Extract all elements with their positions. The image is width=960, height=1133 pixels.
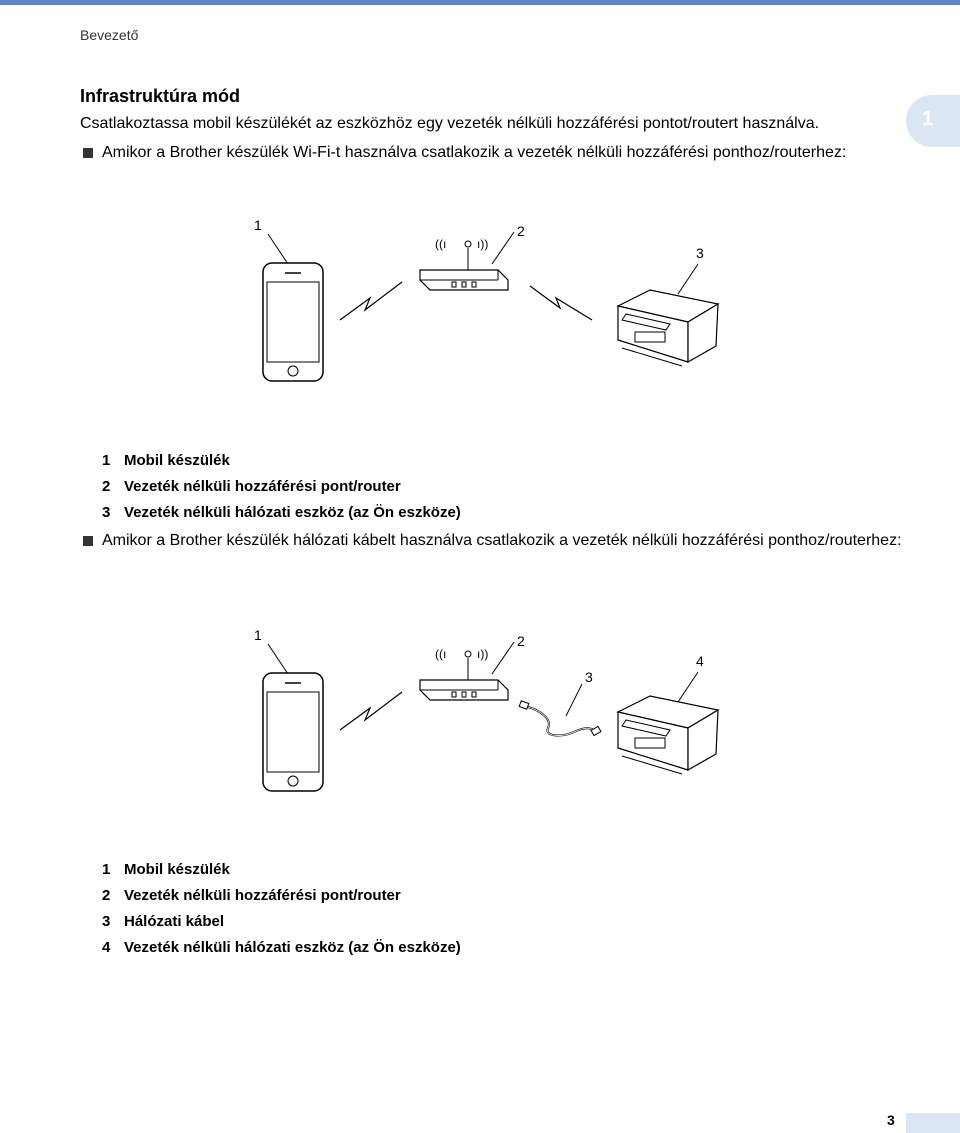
legend-row: 2 Vezeték nélküli hozzáférési pont/router	[102, 478, 401, 495]
bullet-text: Amikor a Brother készülék hálózati kábelt használva csatlakozik a vezeték nélküli hozzáférési ponthoz/routerhez:	[102, 532, 902, 549]
printer-icon	[618, 696, 718, 774]
bullet-square-icon	[83, 148, 93, 158]
printer-icon	[618, 290, 718, 366]
legend-row: 4 Vezeték nélküli hálózati eszköz (az Ön eszköze)	[102, 939, 461, 956]
bullet-wifi	[80, 142, 920, 164]
mobile-phone-icon	[263, 673, 323, 791]
legend-row: 3 Hálózati kábel	[102, 913, 225, 930]
callout-2: 2	[517, 633, 525, 649]
svg-text:((ı: ((ı	[435, 237, 447, 251]
section-title: Infrastruktúra mód	[80, 86, 241, 106]
callout-2: 2	[517, 223, 525, 239]
legend-row: 3 Vezeték nélküli hálózati eszköz (az Ön eszköze)	[102, 504, 461, 521]
legend-row: 1 Mobil készülék	[102, 452, 230, 469]
bullet-square-icon	[83, 536, 93, 546]
wireless-signal-icon	[340, 692, 402, 730]
legend-row: 1 Mobil készülék	[102, 861, 230, 878]
bullet-text: Amikor a Brother készülék Wi-Fi-t használva csatlakozik a vezeték nélküli hozzáférési ponthoz/routerhez:	[102, 144, 847, 161]
page-number: 3	[887, 1112, 895, 1128]
callout-4: 4	[696, 653, 704, 669]
svg-text:ı)): ı))	[477, 647, 489, 661]
callout-1: 1	[254, 217, 262, 233]
wifi-connection-diagram	[230, 210, 750, 390]
bullet-cable	[80, 530, 920, 552]
chapter-tab	[906, 95, 960, 147]
intro-paragraph: Csatlakoztassa mobil készülékét az eszközhöz egy vezeték nélküli hozzáférési pontot/routert használva.	[80, 115, 820, 132]
network-cable-icon	[519, 701, 601, 736]
wireless-signal-icon	[340, 282, 402, 320]
legend-cable	[102, 857, 461, 961]
legend-row: 2 Vezeték nélküli hozzáférési pont/router	[102, 887, 401, 904]
chapter-number: 1	[922, 108, 934, 130]
mobile-phone-icon	[263, 263, 323, 381]
svg-text:ı)): ı))	[477, 237, 489, 251]
svg-text:((ı: ((ı	[435, 647, 447, 661]
cable-connection-diagram	[230, 620, 750, 800]
callout-3: 3	[696, 245, 704, 261]
callout-3: 3	[585, 669, 593, 685]
legend-wifi	[102, 448, 461, 526]
wireless-signal-icon	[530, 286, 592, 320]
page-footer-bar	[906, 1113, 960, 1133]
callout-1: 1	[254, 627, 262, 643]
top-rule	[0, 0, 960, 5]
router-icon	[420, 647, 508, 700]
router-icon	[420, 237, 508, 290]
running-header: Bevezető	[80, 27, 139, 43]
